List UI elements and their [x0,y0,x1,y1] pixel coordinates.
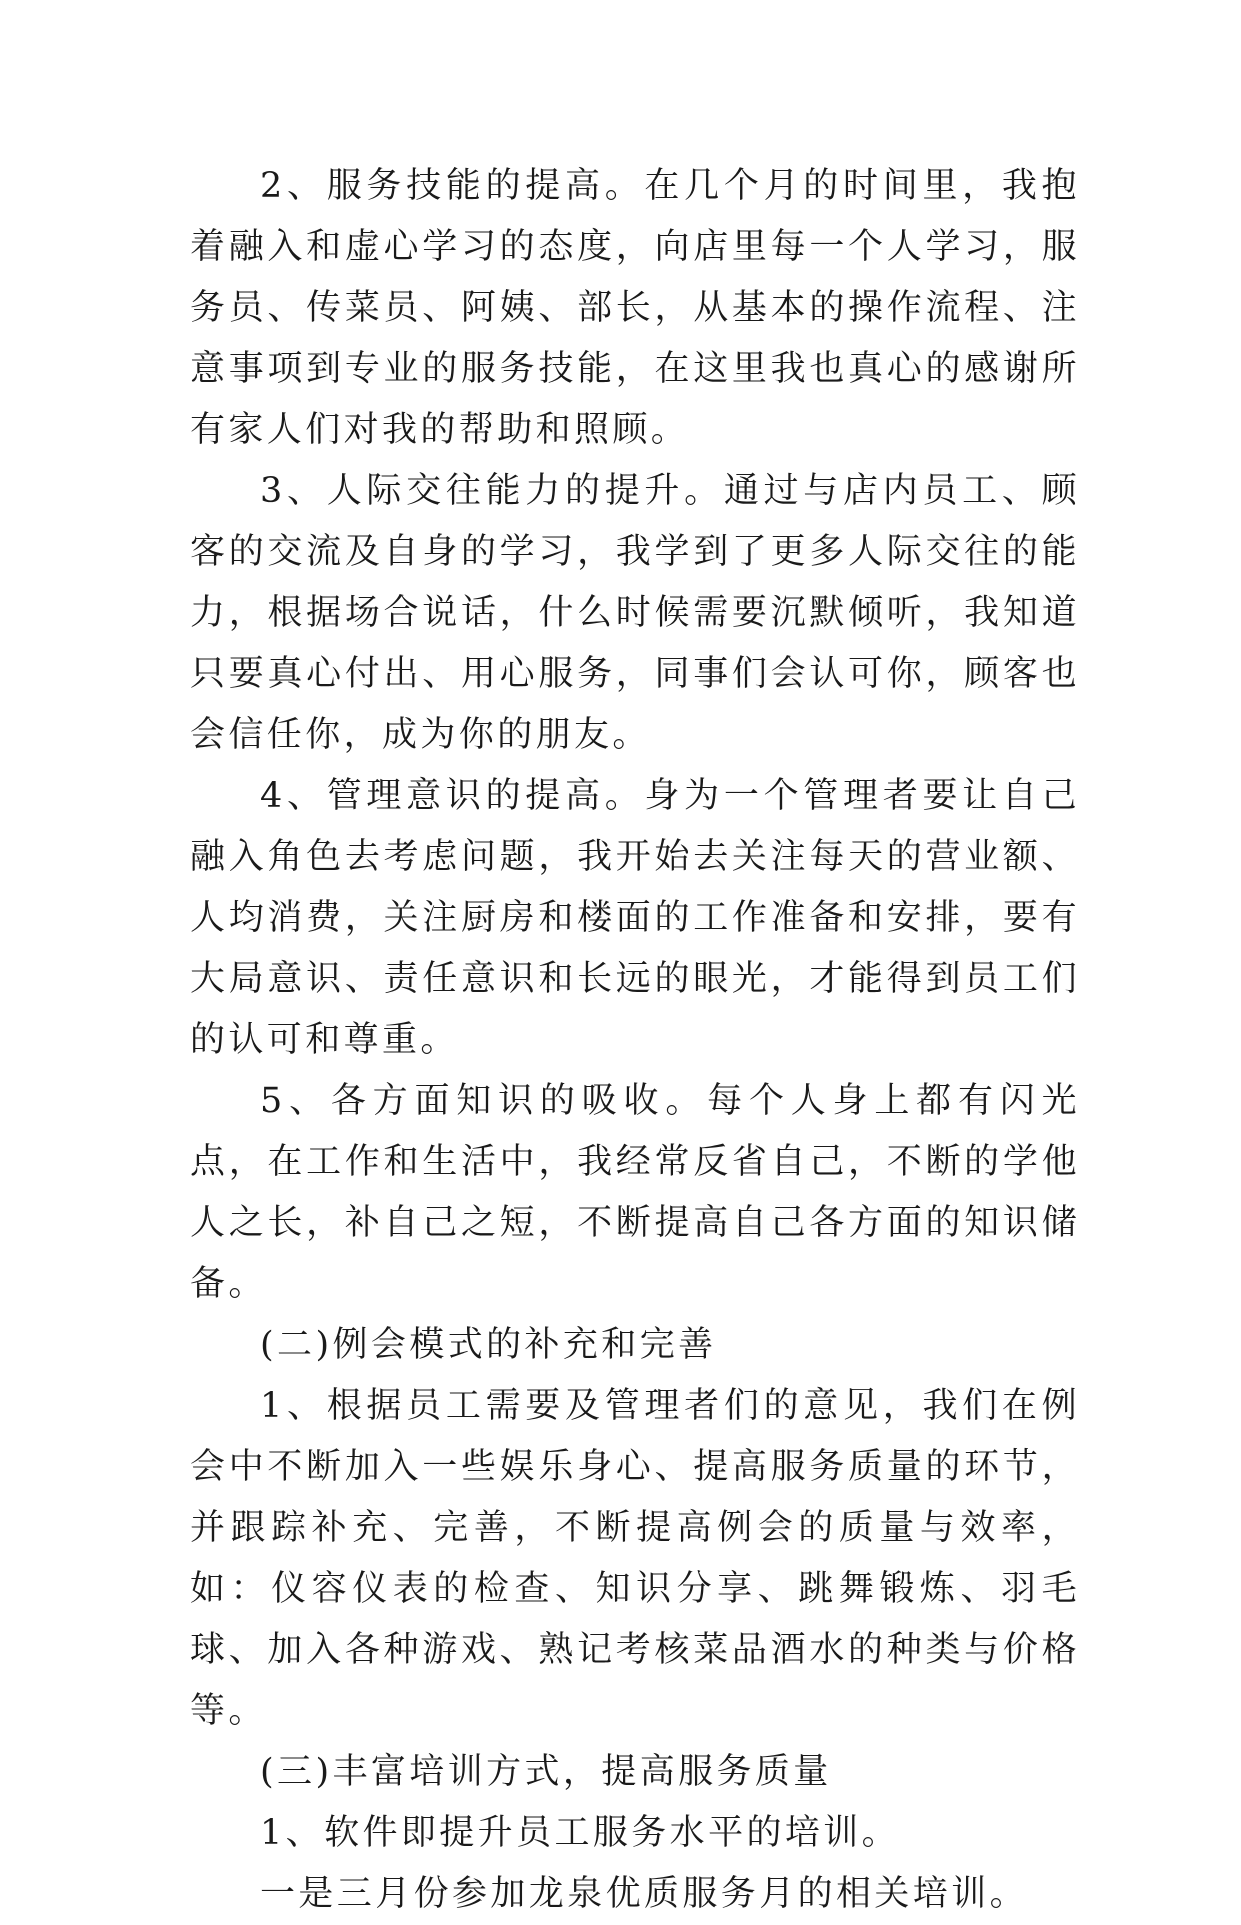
document-body [190,156,1080,1925]
paragraph-march-training: 一是三月份参加龙泉优质服务月的相关培训。 [260,1874,1029,1914]
paragraph-meeting-improvements: 1、根据员工需要及管理者们的意见，我们在例会中不断加入一些娱乐身心、提高服务质量的环节，并跟踪补充、完善，不断提高例会的质量与效率，如：仪容仪表的检查、知识分享、跳舞锻炼、羽毛球、加入各种游戏、熟记考核菜品酒水的种类与价格等。 [190,1386,1080,1731]
paragraph-management-awareness: 4、管理意识的提高。身为一个管理者要让自己融入角色去考虑问题，我开始去关注每天的营业额、人均消费，关注厨房和楼面的工作准备和安排，要有大局意识、责任意识和长远的眼光，才能得到员工们的认可和尊重。 [190,776,1080,1060]
paragraph-knowledge-absorption: 5、各方面知识的吸收。每个人身上都有闪光点，在工作和生活中，我经常反省自己，不断的学他人之长，补自己之短，不断提高自己各方面的知识储备。 [190,1081,1080,1304]
section-heading-meeting-mode: (二)例会模式的补充和完善 [260,1325,717,1365]
paragraph-software-training: 1、软件即提升员工服务水平的培训。 [260,1813,901,1853]
paragraph-service-skills: 2、服务技能的提高。在几个月的时间里，我抱着融入和虚心学习的态度，向店里每一个人学习，服务员、传菜员、阿姨、部长，从基本的操作流程、注意事项到专业的服务技能，在这里我也真心的感谢所有家人们对我的帮助和照顾。 [190,166,1080,450]
paragraph-interpersonal-skills: 3、人际交往能力的提升。通过与店内员工、顾客的交流及自身的学习，我学到了更多人际交往的能力，根据场合说话，什么时候需要沉默倾听，我知道只要真心付出、用心服务，同事们会认可你，顾客也会信任你，成为你的朋友。 [190,471,1080,755]
section-heading-training-methods: (三)丰富培训方式，提高服务质量 [260,1752,832,1792]
